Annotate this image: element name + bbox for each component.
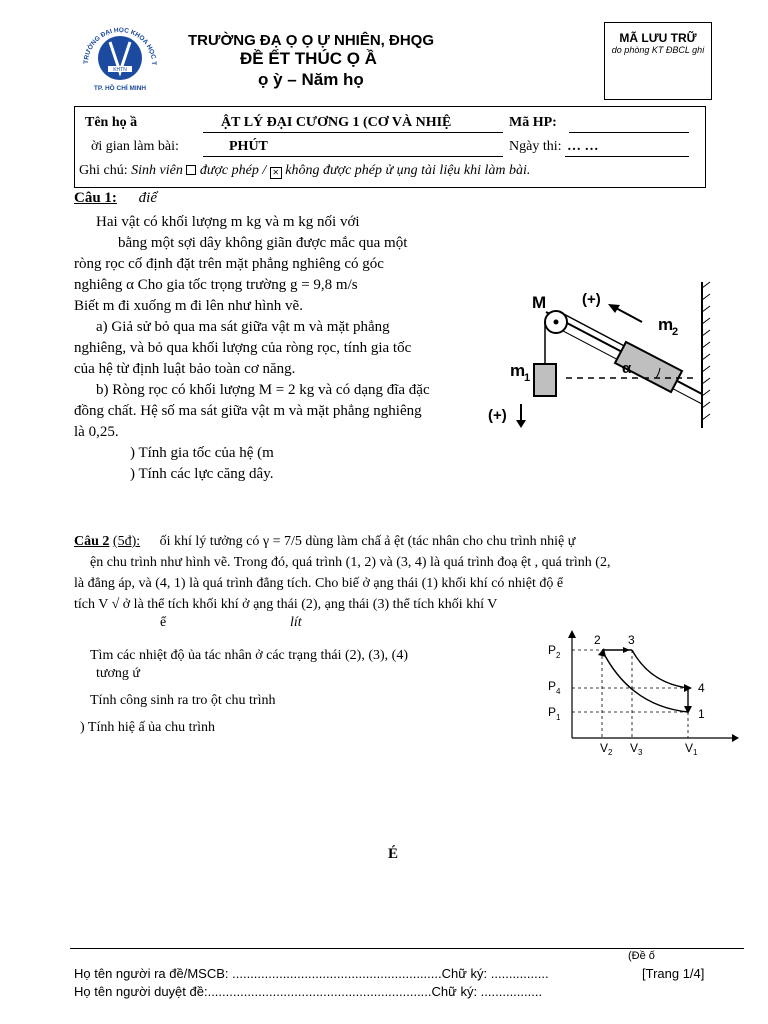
course-underline [203,132,503,133]
q1-line-3: ròng rọc cố định đặt trên mặt phẳng nghiêng có góc [74,256,384,272]
date-label: Ngày thi: [509,139,562,154]
q1-line-5: Biết m đi xuống m đi lên như hình vẽ. [74,298,303,314]
archive-subtitle: do phòng KT ĐBCL ghi [611,45,705,55]
label-v3-sub: 3 [638,748,643,757]
question-2-score: (5đ): [112,534,141,549]
label-p1: P [548,705,557,719]
note-not-allowed: không được phép [285,163,383,178]
question-2-label: Câu 2 [74,534,110,549]
q1-line-2: bằng một sợi dây không giãn được mắc qua một [118,235,408,251]
label-positive-down: (+) [488,407,507,424]
exam-info-box [74,106,706,188]
course-value: ẬT LÝ ĐẠI CƯƠNG 1 (CƠ VÀ NHIỆ [221,115,452,130]
footer-reviewer-line: Họ tên người duyệt đề:..............................................................Chữ ký: ................. [74,984,543,999]
q2-line-6: lít [290,615,302,630]
q1-line-13: ) Tính các lực căng dây. [130,466,274,482]
question-1-heading [74,190,157,207]
q2-task-c: ) Tính hiệ ấ ủa chu trình [80,720,216,735]
label-v2: V [600,741,609,755]
question-1-label: Câu 1: [74,190,117,206]
label-v2-sub: 2 [608,748,613,757]
q1-line-6: a) Giả sử bỏ qua ma sát giữa vật m và mặt phẳng [96,319,390,335]
label-positive-incline: (+) [582,291,601,308]
q2-line-5: ể [160,615,167,630]
q1-line-4: nghiêng α Cho gia tốc trọng trường g = 9,8 m/s [74,277,358,293]
label-p2: P [548,643,557,657]
q1-line-7: nghiêng, và bỏ qua khối lượng của ròng rọc, tính gia tốc [74,340,412,356]
label-pulley-mass: M [532,293,547,312]
course-label: Tên họ ầ [85,115,138,130]
q2-line-2: ện chu trình như hình vẽ. Trong đó, quá trình (1, 2) và (3, 4) là quá trình đoạ ệt , quá trình (2, [90,555,611,570]
label-state-3: 3 [628,633,635,647]
q2-line-3: là đẳng áp, và (4, 1) là quá trình đẳng tích. Cho biế ở ạng thái (1) khối khí có nhiệt độ ể [74,576,564,591]
footer-author-line: Họ tên người ra đề/MSCB: ..........................................................Chữ ký: ................ [74,966,549,981]
label-v1-sub: 1 [693,748,698,757]
q1-line-10: đồng chất. Hệ số ma sát giữa vật m và mặt phẳng nghiêng [74,403,422,419]
footer-pages-note: (Đề ố [628,950,655,962]
label-alpha: α [622,360,632,377]
q1-line-11: là 0,25. [74,424,119,440]
course-code-underline [569,132,689,133]
university-logo [70,20,170,92]
label-state-1: 1 [698,707,705,721]
footer-divider [70,948,744,949]
time-label: ời gian làm bài: [91,139,179,154]
label-p4-sub: 4 [556,687,561,696]
archive-code-box [604,22,712,100]
label-p2-sub: 2 [556,651,561,660]
label-p1-sub: 1 [556,713,561,722]
logo-arc-text: TRƯỜNG ĐẠI HỌC KHOA HỌC T [82,26,158,66]
note-label: Ghi chú: [79,163,128,178]
footer-page-number: [Trang 1/4] [642,966,705,981]
exam-semester: ọ ỳ – Năm họ [258,70,364,89]
note-allowed: được phép / [199,163,267,178]
course-code-label: Mã HP: [509,115,557,130]
q2-line-1: ối khí lý tưởng có γ = 7/5 dùng làm chấ ả ệt (tác nhân cho chu trình nhiệ ự [159,534,576,549]
logo-city: TP. HỒ CHÍ MINH [93,85,147,92]
label-m2: m [658,315,674,334]
label-m1: m [510,361,526,380]
q2-task-b: Tính công sinh ra tro ột chu trình [90,693,276,708]
q2-line-4: tích V √ ở là thể tích khối khí ở ạng thái (2), ạng thái (3) thể tích khối khí V [74,597,498,612]
not-allowed-checkbox-checked: ✕ [270,167,282,179]
label-m1-sub: 1 [524,372,531,384]
q2-task-a-cont: tương ứ [96,666,140,681]
date-underline [565,156,689,157]
time-value: PHÚT [229,139,268,154]
q1-line-9: b) Ròng rọc có khối lượng M = 2 kg và có dạng đĩa đặc [96,382,430,398]
label-p4: P [548,679,557,693]
q1-line-12: ) Tính gia tốc của hệ (m [130,445,274,461]
time-underline [203,156,503,157]
question-1-score: điể [138,190,157,206]
q2-task-a: Tìm các nhiệt độ ủa tác nhân ở các trạng thái (2), (3), (4) [90,648,408,663]
archive-title: MÃ LƯU TRỮ [619,31,697,45]
label-v1: V [685,741,694,755]
school-name: TRƯỜNG ĐẠ Ọ Ọ Ự NHIÊN, ĐHQG [188,32,435,49]
incline-pulley-figure [480,280,716,430]
q1-line-1: Hai vật có khối lượng m kg và m kg nối với [96,214,360,230]
label-v3: V [630,741,639,755]
label-state-4: 4 [698,681,705,695]
label-m2-sub: 2 [672,326,679,338]
allowed-checkbox [186,165,196,175]
question-2-heading [74,534,575,550]
date-value: … … [567,139,599,154]
note-line [79,163,530,179]
end-mark: É [388,846,399,862]
note-rest: ử ụng tài liệu khi làm bài. [385,163,531,178]
pv-cycle-graph [540,628,740,758]
note-student: Sinh viên [131,163,183,178]
q1-line-8: của hệ từ định luật bảo toàn cơ năng. [74,361,296,377]
exam-title: ĐỀ ẾT THÚC Ọ Ầ [240,49,377,68]
label-state-2: 2 [594,633,601,647]
logo-abbr: KHTN [113,67,127,73]
